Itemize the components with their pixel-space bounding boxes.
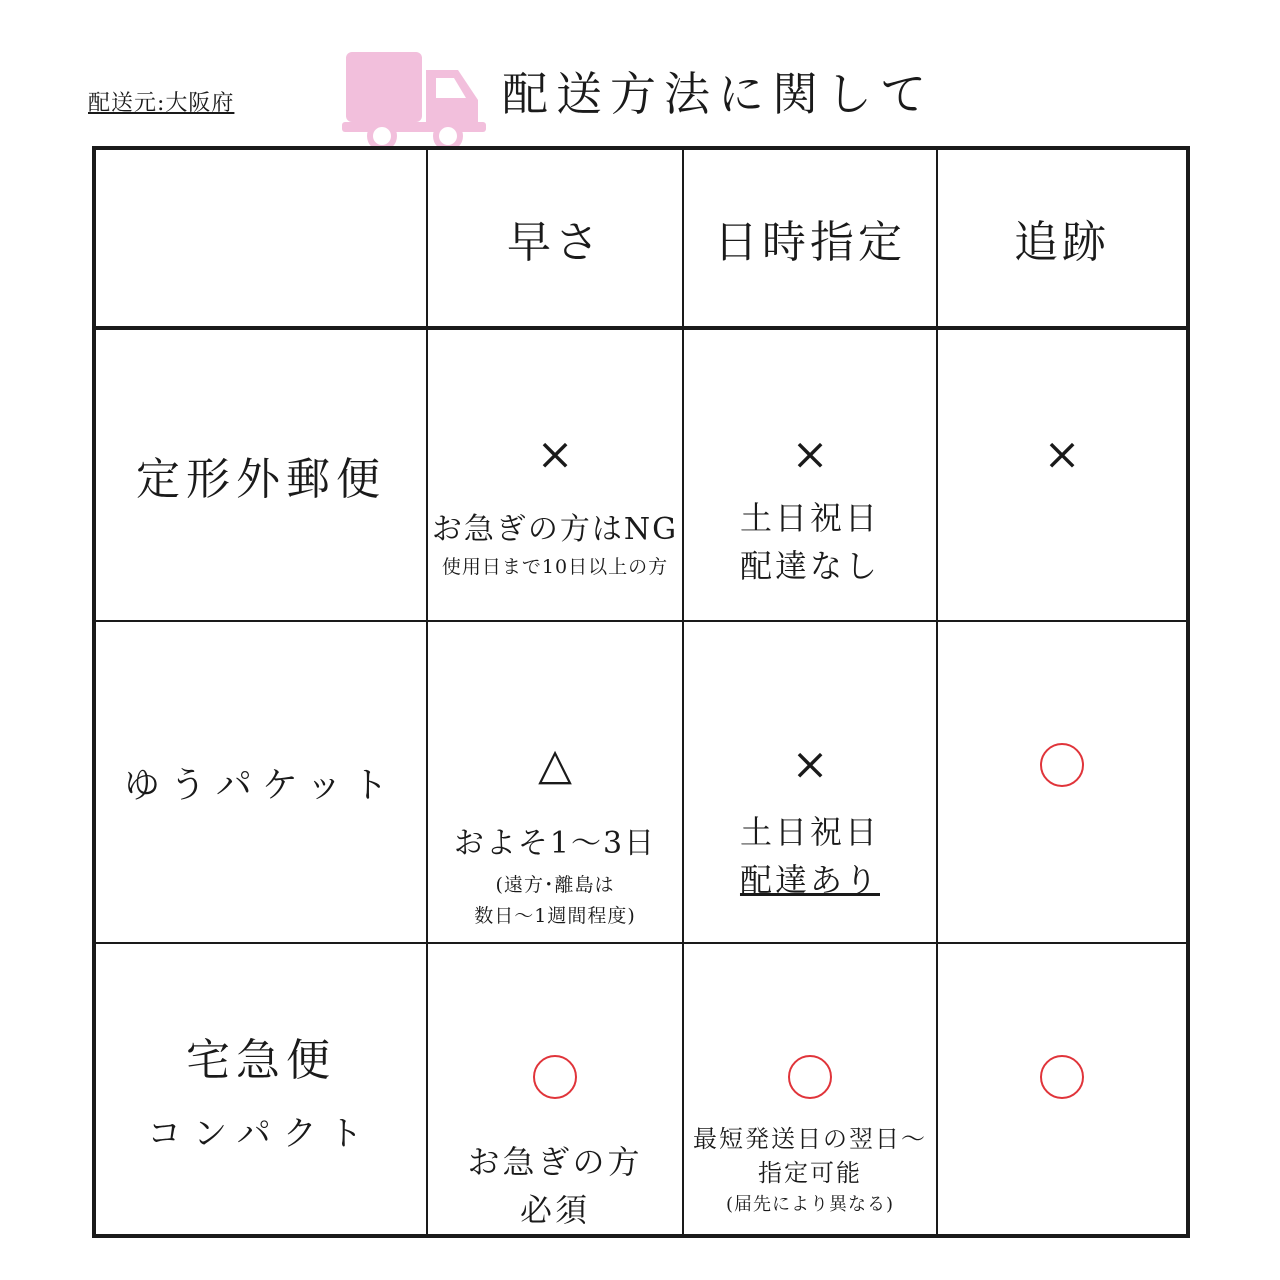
- tracking-cell-teikeigai: [938, 330, 1186, 622]
- circle-icon: [788, 1055, 832, 1099]
- cross-mark: ×: [536, 429, 574, 480]
- speed-cell-yupacket: [428, 622, 684, 944]
- circle-icon: [1040, 1055, 1084, 1099]
- speed-cell-takkyubin: [428, 944, 684, 1234]
- row-label-sub: コンパクト: [147, 1113, 375, 1154]
- col-header-datetime: 日時指定: [684, 150, 938, 330]
- speed-cell-teikeigai: [428, 330, 684, 622]
- datetime-cell-takkyubin: [684, 944, 938, 1234]
- speed-note-line2: 数日〜1週間程度): [474, 905, 636, 927]
- speed-main-text: お急ぎの方はNG: [431, 512, 679, 547]
- datetime-line2: 指定可能: [758, 1159, 862, 1187]
- header-empty-cell: [96, 150, 428, 330]
- datetime-line2: 配達なし: [739, 547, 880, 585]
- tracking-cell-takkyubin: [938, 944, 1186, 1234]
- cross-mark: ×: [791, 739, 829, 790]
- col-header-tracking: 追跡: [938, 150, 1186, 330]
- speed-note-text: 使用日まで10日以上の方: [441, 556, 669, 578]
- truck-icon: [342, 48, 488, 150]
- row-label-yupacket: ゆうパケット: [96, 622, 428, 944]
- datetime-cell-teikeigai: [684, 330, 938, 622]
- circle-icon: [1040, 743, 1084, 787]
- datetime-line1: 土日祝日: [739, 499, 880, 537]
- col-header-speed: 早さ: [428, 150, 684, 330]
- origin-note: 配送元:大阪府: [88, 91, 235, 116]
- row-label-main: 宅急便: [186, 1034, 336, 1086]
- tracking-cell-yupacket: [938, 622, 1186, 944]
- datetime-cell-yupacket: [684, 622, 938, 944]
- circle-icon: [533, 1055, 577, 1099]
- datetime-line1: 最短発送日の翌日〜: [693, 1125, 927, 1153]
- speed-note-line1: (遠方･離島は: [495, 874, 615, 896]
- triangle-mark: △: [538, 739, 572, 790]
- circle-mark: [533, 1052, 577, 1102]
- page-title: 配送方法に関して: [502, 67, 934, 121]
- circle-mark: [788, 1052, 832, 1102]
- cross-mark: ×: [1043, 429, 1081, 480]
- datetime-line1: 土日祝日: [739, 813, 880, 851]
- shipping-table: [92, 146, 1190, 1238]
- row-label-teikeigai: 定形外郵便: [96, 330, 428, 622]
- circle-mark: [1040, 740, 1084, 790]
- datetime-line2: 配達あり: [739, 861, 880, 899]
- speed-main-text: およそ1〜3日: [453, 826, 657, 861]
- speed-line2: 必須: [519, 1191, 590, 1229]
- datetime-note: (届先により異なる): [725, 1194, 895, 1215]
- row-label-takkyubin: [96, 944, 428, 1234]
- circle-mark: [1040, 1052, 1084, 1102]
- speed-line1: お急ぎの方: [467, 1143, 643, 1181]
- cross-mark: ×: [791, 429, 829, 480]
